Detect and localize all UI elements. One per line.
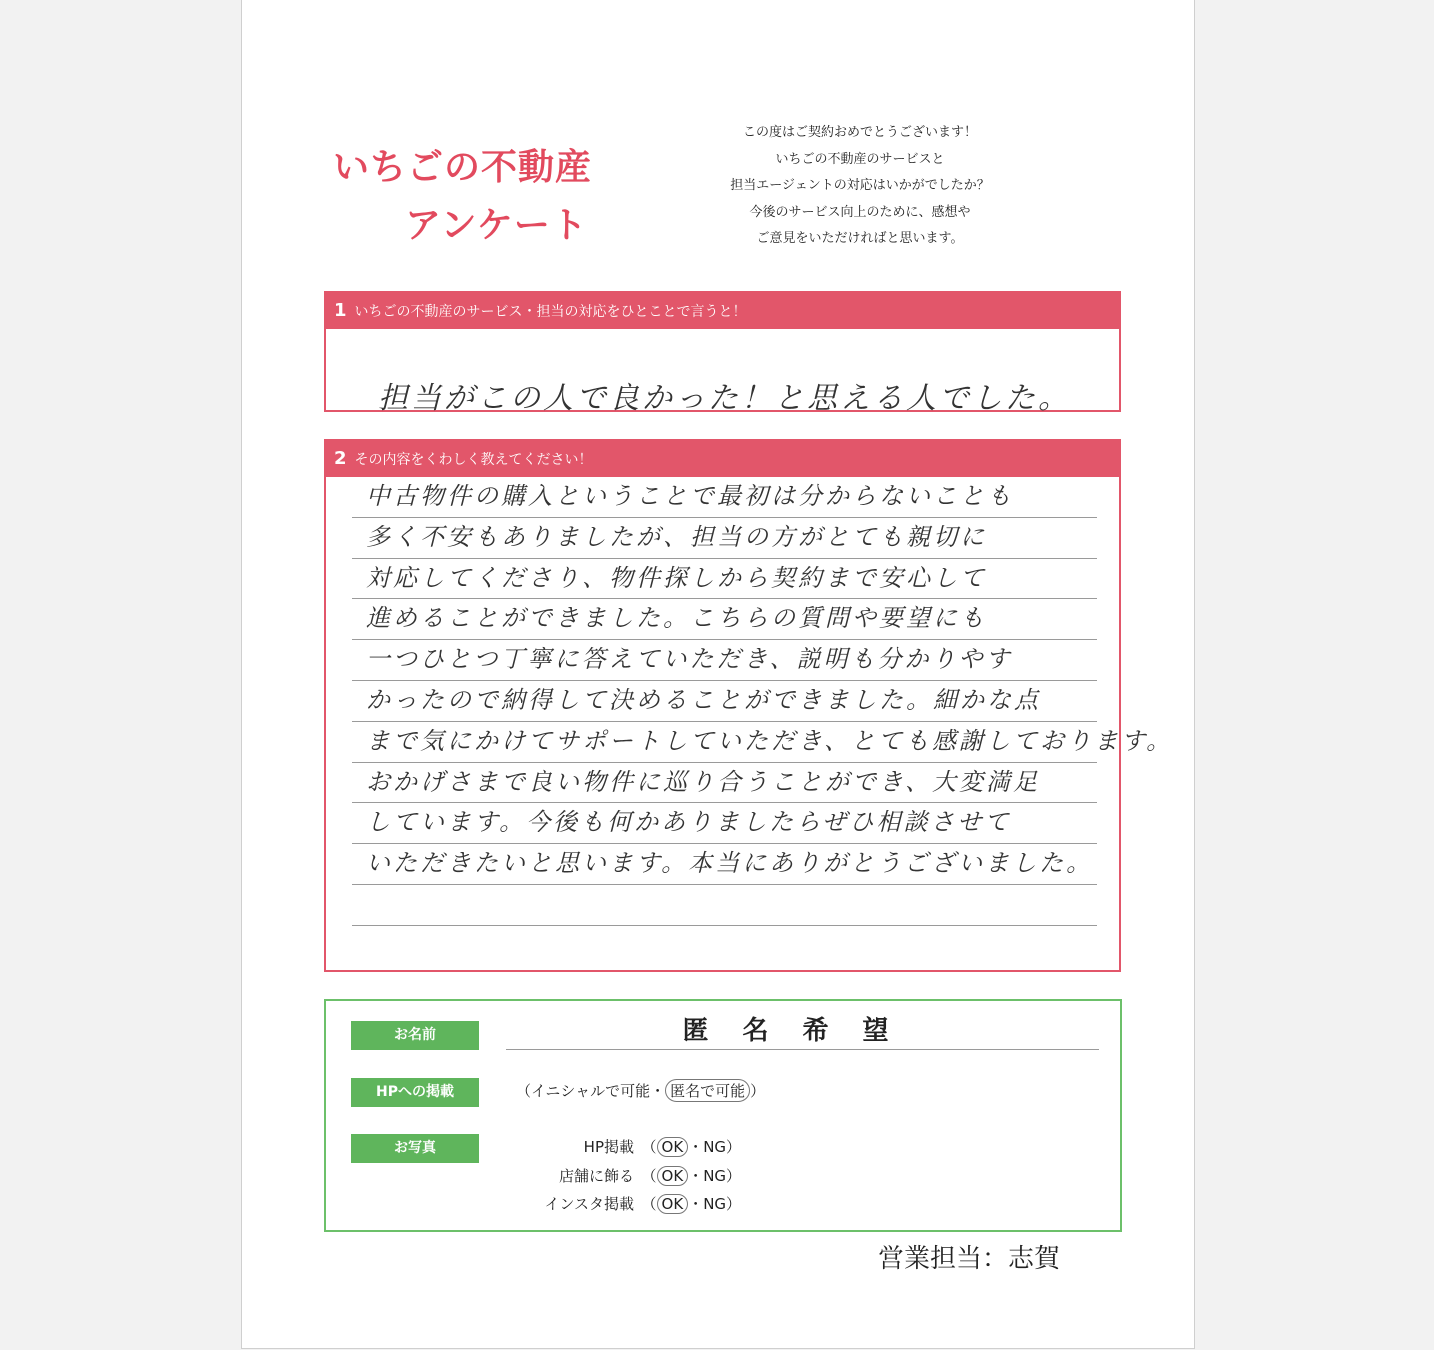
answer-line: しています。今後も何かありましたらぜひ相談させて xyxy=(352,803,1097,844)
answer-line: 一つひとつ丁寧に答えていただき、説明も分かりやす xyxy=(352,640,1097,681)
photo-sep: ・ xyxy=(688,1167,704,1185)
intro-text xyxy=(690,120,1030,253)
answer-line: 多く不安もありましたが、担当の方がとても親切に xyxy=(352,518,1097,559)
photo-row-label: HP掲載 xyxy=(583,1138,634,1156)
hp-option-anonymous: 匿名で可能 xyxy=(665,1079,750,1102)
photo-row: HP掲載 （ OK ・NG） xyxy=(516,1136,741,1157)
hp-options xyxy=(516,1079,765,1102)
question-2-header xyxy=(326,441,1119,477)
question-1-answer: 担当がこの人で良かった！と思える人でした。 xyxy=(378,381,1071,416)
answer-line: 進めることができました。こちらの質問や要望にも xyxy=(352,599,1097,640)
photo-ok: OK xyxy=(657,1137,689,1157)
question-2-title: その内容をくわしく教えてください！ xyxy=(354,452,593,468)
answer-line: おかげさまで良い物件に巡り合うことができ、大変満足 xyxy=(352,763,1097,804)
answer-line xyxy=(352,885,1097,926)
photo-ng: NG xyxy=(703,1167,727,1185)
intro-line: 担当エージェントの対応はいかがでしたか？ xyxy=(730,178,990,193)
question-2-answer xyxy=(352,477,1174,926)
hp-option-initial: （イニシャルで可能・ xyxy=(516,1082,666,1100)
answer-line: かったので納得して決めることができました。細かな点 xyxy=(352,681,1097,722)
photo-ng: NG xyxy=(703,1138,727,1156)
question-1-box xyxy=(324,291,1121,416)
brand-line-2: アンケート xyxy=(405,205,588,246)
brand-title xyxy=(333,148,603,246)
photo-ng: NG xyxy=(703,1195,727,1213)
question-2-number: 2 xyxy=(334,448,347,469)
question-2-box xyxy=(324,439,1174,972)
photo-row: インスタ掲載 （ OK ・NG） xyxy=(516,1193,741,1214)
question-1-header xyxy=(326,293,1119,329)
hp-label: HPへの掲載 xyxy=(351,1078,479,1107)
photo-sep: ・ xyxy=(688,1138,704,1156)
photo-row: 店舗に飾る （ OK ・NG） xyxy=(516,1165,741,1186)
intro-line: ご意見をいただければと思います。 xyxy=(756,231,964,246)
respondent-info-box xyxy=(324,999,1122,1232)
intro-line: いちごの不動産のサービスと xyxy=(775,151,945,167)
answer-line: いただきたいと思います。本当にありがとうございました。 xyxy=(352,844,1097,885)
question-1-title: いちごの不動産のサービス・担当の対応をひとことで言うと！ xyxy=(354,304,747,320)
intro-line: 今後のサービス向上のために、感想や xyxy=(749,204,971,220)
intro-line: この度はご契約おめでとうございます！ xyxy=(742,125,977,140)
photo-row-label: 店舗に飾る xyxy=(558,1167,634,1185)
photo-ok: OK xyxy=(657,1194,689,1214)
question-1-number: 1 xyxy=(334,300,347,321)
answer-line: 中古物件の購入ということで最初は分からないことも xyxy=(352,477,1097,518)
photo-ok: OK xyxy=(657,1166,689,1186)
name-label: お名前 xyxy=(351,1021,479,1050)
sales-staff: 営業担当：志賀 xyxy=(878,1244,1061,1274)
photo-row-label: インスタ掲載 xyxy=(544,1195,634,1213)
answer-line: まで気にかけてサポートしていただき、とても感謝しております。 xyxy=(352,722,1097,763)
brand-line-1: いちごの不動産 xyxy=(333,147,593,188)
name-value: 匿名希望 xyxy=(506,1013,1099,1050)
photo-label: お写真 xyxy=(351,1134,479,1163)
photo-sep: ・ xyxy=(688,1195,704,1213)
hp-option-close: ） xyxy=(750,1082,766,1100)
answer-line: 対応してくださり、物件探しから契約まで安心して xyxy=(352,559,1097,600)
